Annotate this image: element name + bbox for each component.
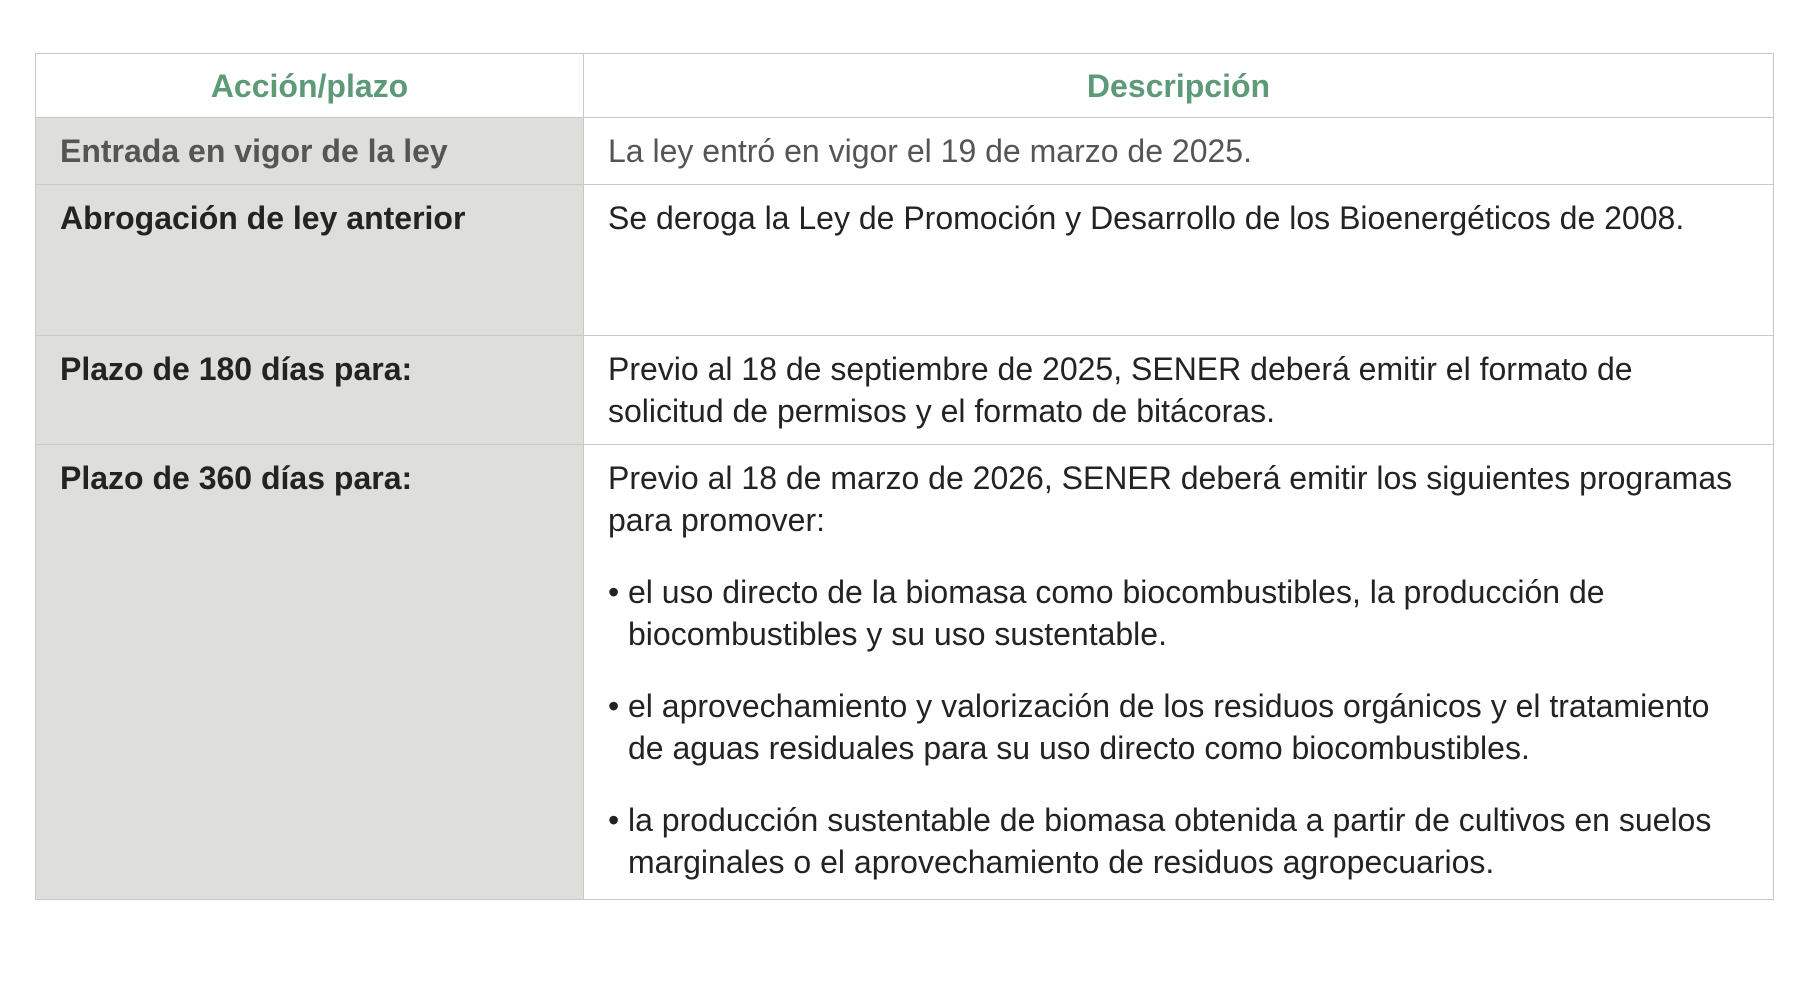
header-action-term: Acción/plazo xyxy=(36,54,584,118)
program-bullet-list xyxy=(608,571,1749,883)
header-description: Descripción xyxy=(584,54,1774,118)
table-row xyxy=(36,118,1774,185)
row-label-entry-into-force: Entrada en vigor de la ley xyxy=(36,118,584,185)
legal-timeline-table xyxy=(35,53,1774,900)
row-label-360-days: Plazo de 360 días para: xyxy=(36,445,584,900)
description-intro: Previo al 18 de marzo de 2026, SENER deberá emitir los siguientes programas para promover: xyxy=(608,460,1733,538)
bullet-icon: • xyxy=(608,802,620,838)
table-row xyxy=(36,336,1774,445)
list-item xyxy=(608,571,1749,655)
table-row xyxy=(36,185,1774,336)
bullet-text: la producción sustentable de biomasa obtenida a partir de cultivos en suelos marginales o el aprovechamiento de residuos agropecuarios. xyxy=(628,802,1712,880)
list-item xyxy=(608,799,1749,883)
row-description-360-days xyxy=(584,445,1774,900)
table-row xyxy=(36,445,1774,900)
row-description-abrogation: Se deroga la Ley de Promoción y Desarrollo de los Bioenergéticos de 2008. xyxy=(584,185,1774,336)
row-label-180-days: Plazo de 180 días para: xyxy=(36,336,584,445)
row-label-abrogation: Abrogación de ley anterior xyxy=(36,185,584,336)
bullet-icon: • xyxy=(608,574,620,610)
bullet-icon: • xyxy=(608,688,620,724)
legal-timeline-table-container xyxy=(35,53,1773,900)
row-description-180-days: Previo al 18 de septiembre de 2025, SENER deberá emitir el formato de solicitud de permisos y el formato de bitácoras. xyxy=(584,336,1774,445)
bullet-text: el uso directo de la biomasa como biocombustibles, la producción de biocombustibles y su uso sustentable. xyxy=(628,574,1605,652)
row-description-entry-into-force: La ley entró en vigor el 19 de marzo de 2025. xyxy=(584,118,1774,185)
list-item xyxy=(608,685,1749,769)
table-header-row xyxy=(36,54,1774,118)
bullet-text: el aprovechamiento y valorización de los residuos orgánicos y el tratamiento de aguas residuales para su uso directo como biocombustibles. xyxy=(628,688,1710,766)
